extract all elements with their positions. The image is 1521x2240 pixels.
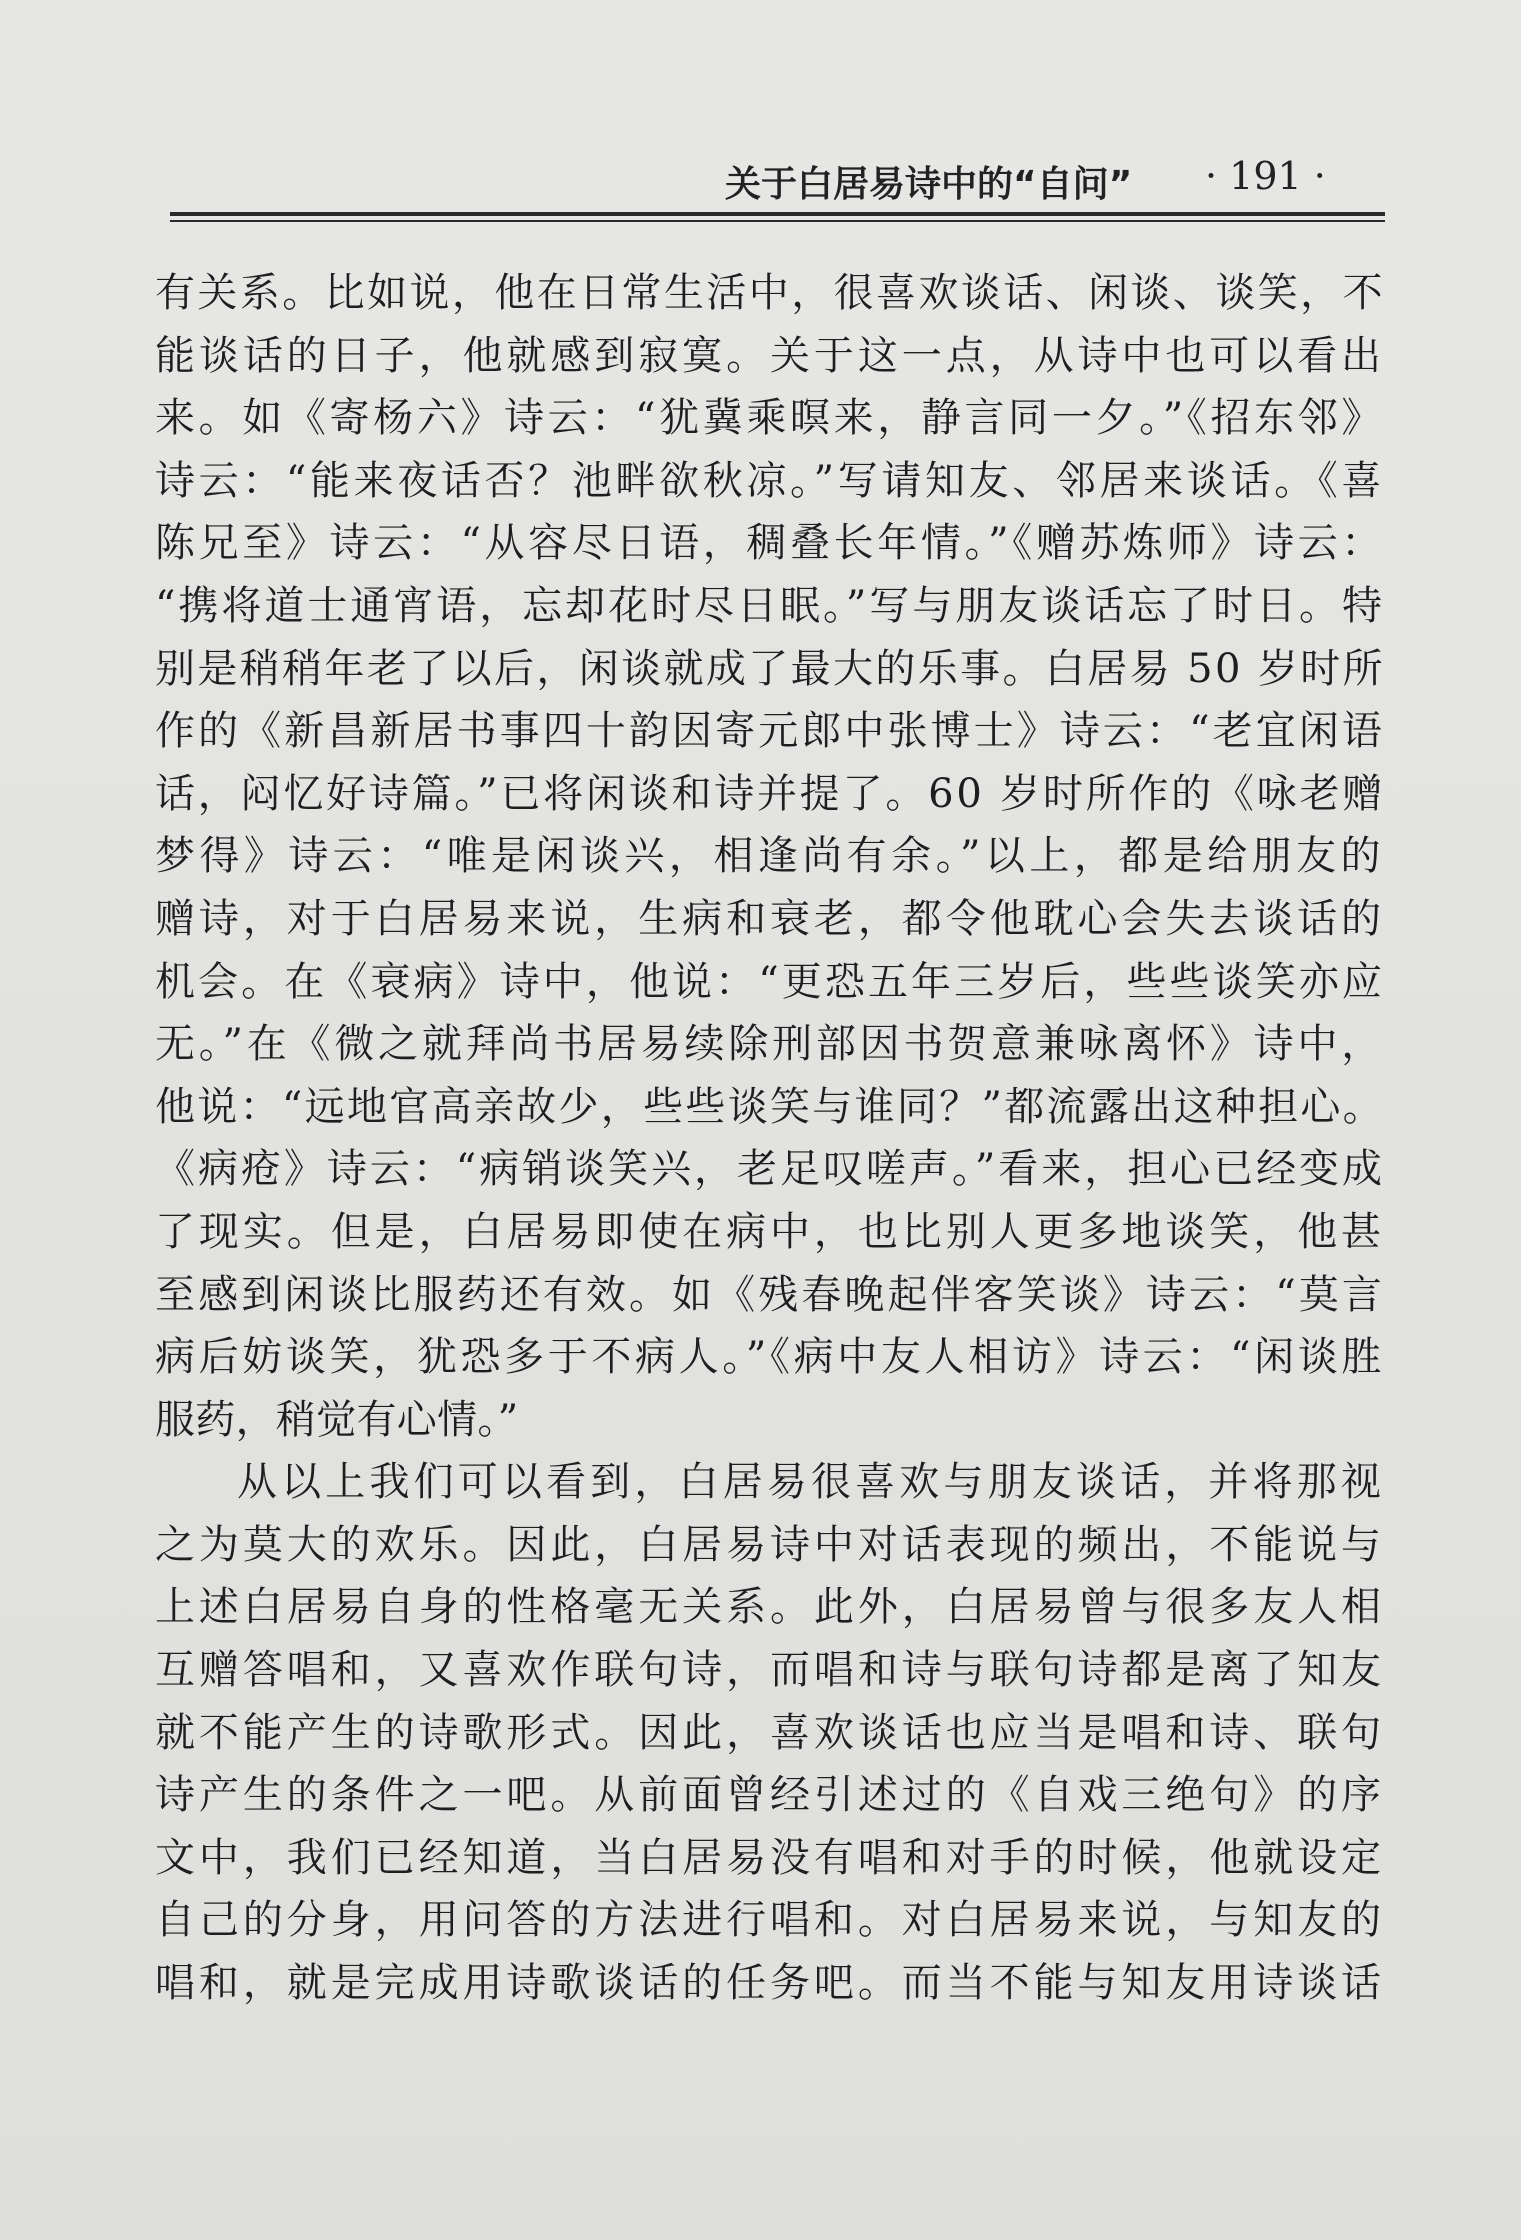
- text-line: 互赠答唱和，又喜欢作联句诗，而唱和诗与联句诗都是离了知友: [155, 1647, 1385, 1694]
- text-line: “携将道士通宵语，忘却花时尽日眠。”写与朋友谈话忘了时日。特: [155, 582, 1385, 629]
- text-line: 至感到闲谈比服药还有效。如《残春晚起伴客笑谈》诗云：“莫言: [155, 1271, 1385, 1318]
- text-line: 自己的分身，用问答的方法进行唱和。对白居易来说，与知友的: [155, 1897, 1385, 1944]
- page-number: · 191 ·: [1205, 154, 1326, 198]
- text-line: 梦得》诗云：“唯是闲谈兴，相逢尚有余。”以上，都是给朋友的: [155, 833, 1385, 880]
- text-line: 从以上我们可以看到，白居易很喜欢与朋友谈话，并将那视: [237, 1459, 1385, 1506]
- text-line: 《病疮》诗云：“病销谈笑兴，老足叹嗟声。”看来，担心已经变成: [155, 1146, 1385, 1193]
- text-line: 来。如《寄杨六》诗云：“犹冀乘暝来，静言同一夕。”《招东邻》: [155, 395, 1385, 442]
- text-line: 话，闷忆好诗篇。”已将闲谈和诗并提了。60 岁时所作的《咏老赠: [155, 770, 1385, 817]
- text-line: 赠诗，对于白居易来说，生病和衰老，都令他耽心会失去谈话的: [155, 895, 1385, 942]
- text-line: 作的《新昌新居书事四十韵因寄元郎中张博士》诗云：“老宜闲语: [155, 708, 1385, 755]
- text-line: 就不能产生的诗歌形式。因此，喜欢谈话也应当是唱和诗、联句: [155, 1709, 1385, 1756]
- text-line: 服药，稍觉有心情。”: [155, 1396, 519, 1443]
- text-line: 陈兄至》诗云：“从容尽日语，稠叠长年情。”《赠苏炼师》诗云：: [155, 520, 1385, 567]
- running-header: [170, 150, 1385, 210]
- text-line: 病后妨谈笑，犹恐多于不病人。”《病中友人相访》诗云：“闲谈胜: [155, 1334, 1385, 1381]
- text-line: 文中，我们已经知道，当白居易没有唱和对手的时候，他就设定: [155, 1834, 1385, 1881]
- text-line: 他说：“远地官高亲故少，些些谈笑与谁同？”都流露出这种担心。: [155, 1083, 1385, 1130]
- body-text: [155, 262, 1385, 2015]
- text-line: 上述白居易自身的性格毫无关系。此外，白居易曾与很多友人相: [155, 1584, 1385, 1631]
- text-line: 唱和，就是完成用诗歌谈话的任务吧。而当不能与知友用诗谈话: [155, 1960, 1385, 2007]
- header-rule-thin: [170, 220, 1385, 222]
- text-line: 无。”在《微之就拜尚书居易续除刑部因书贺意兼咏离怀》诗中，: [155, 1021, 1385, 1068]
- header-rule-thick: [170, 212, 1385, 216]
- text-line: 了现实。但是，白居易即使在病中，也比别人更多地谈笑，他甚: [155, 1208, 1385, 1255]
- text-line: 能谈话的日子，他就感到寂寞。关于这一点，从诗中也可以看出: [155, 332, 1385, 379]
- text-line: 别是稍稍年老了以后，闲谈就成了最大的乐事。白居易 50 岁时所: [155, 645, 1385, 692]
- text-line: 机会。在《衰病》诗中，他说：“更恐五年三岁后，些些谈笑亦应: [155, 958, 1385, 1005]
- text-line: 诗云：“能来夜话否？池畔欲秋凉。”写请知友、邻居来谈话。《喜: [155, 457, 1385, 504]
- text-line: 之为莫大的欢乐。因此，白居易诗中对话表现的频出，不能说与: [155, 1521, 1385, 1568]
- text-line: 有关系。比如说，他在日常生活中，很喜欢谈话、闲谈、谈笑，不: [155, 270, 1385, 316]
- running-title: 关于白居易诗中的“自问”: [725, 164, 1133, 205]
- text-line: 诗产生的条件之一吧。从前面曾经引述过的《自戏三绝句》的序: [155, 1772, 1385, 1819]
